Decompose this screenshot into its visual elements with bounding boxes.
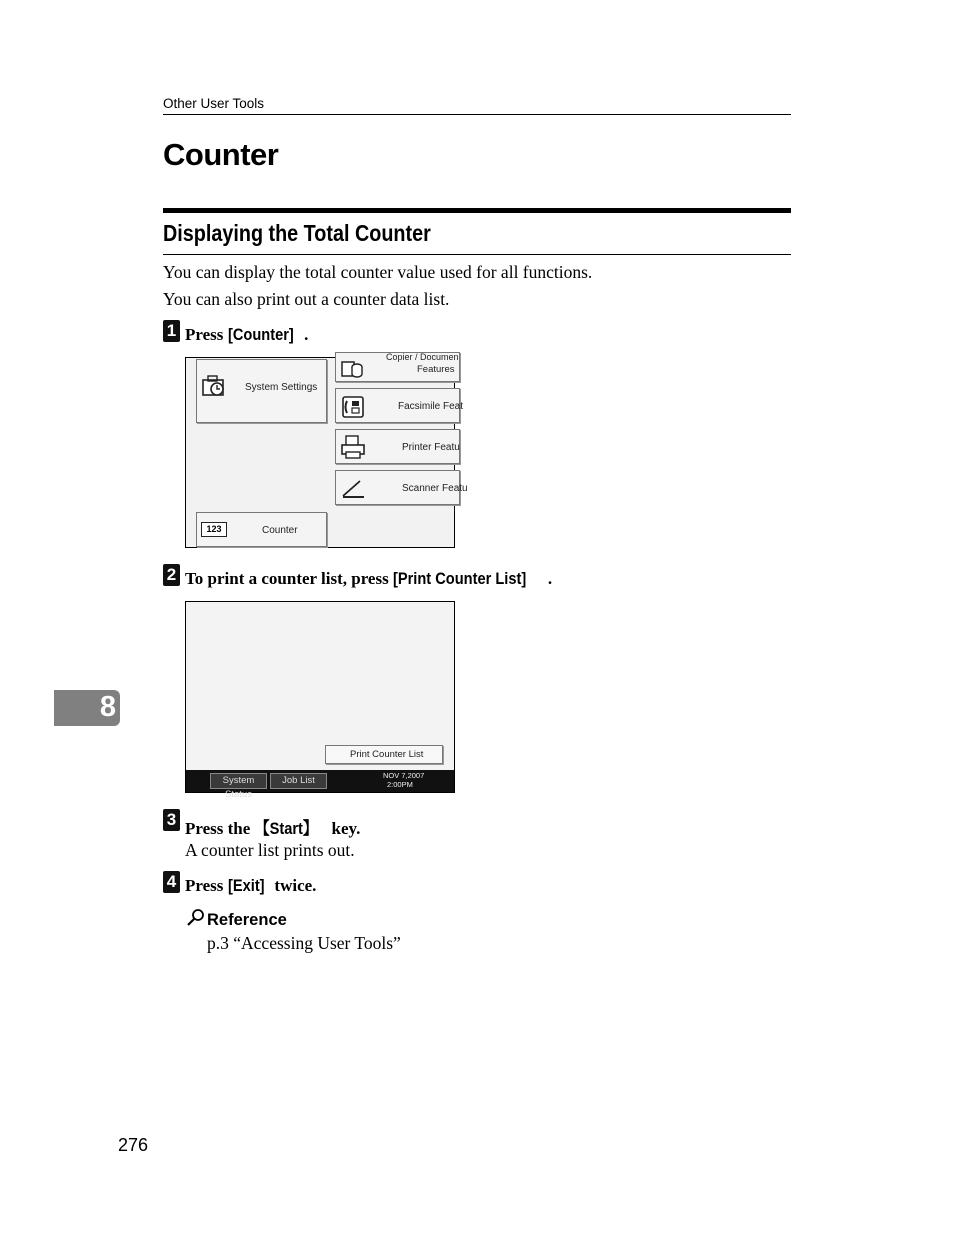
time-readout: 2:00PM: [387, 780, 413, 789]
system-settings-button[interactable]: [196, 359, 327, 423]
page-number: 276: [118, 1135, 149, 1155]
header-rule: [163, 114, 791, 115]
step-4-badge: 4: [163, 871, 180, 893]
step-3-note: A counter list prints out.: [185, 840, 355, 860]
status-bar: [186, 770, 454, 800]
copier-icon: [340, 359, 364, 379]
facsimile-features-button[interactable]: [335, 388, 464, 423]
step-3-key: 【Start】: [254, 819, 318, 838]
step-3-badge: 3: [163, 809, 180, 831]
scanner-icon: [340, 475, 366, 501]
step-2-key: [Print Counter List]: [392, 569, 527, 588]
toolbox-clock-icon: [201, 374, 227, 398]
facsimile-icon: [340, 395, 366, 419]
magnifier-icon: [186, 908, 206, 928]
running-header: Other User Tools: [163, 96, 265, 111]
printer-features-button[interactable]: [335, 429, 460, 464]
copier-label-line2: Features: [417, 364, 455, 375]
user-tools-screen: [185, 352, 468, 548]
date-readout: NOV 7,2007: [383, 771, 425, 780]
print-counter-list-button[interactable]: [325, 745, 443, 764]
system-status-button[interactable]: System Status: [210, 773, 267, 789]
step-2-text: To print a counter list, press [Print Counter List] .: [185, 569, 553, 588]
step-4-key: [Exit]: [227, 876, 265, 895]
facsimile-label: Facsimile Feat: [398, 401, 464, 412]
counter-screen: [185, 601, 455, 800]
step-4-text: Press [Exit] twice.: [185, 876, 317, 895]
step-1-key: [Counter]: [227, 325, 294, 344]
section-title: Displaying the Total Counter: [163, 220, 431, 246]
intro-text-1: You can display the total counter value used for all functions.: [163, 262, 593, 282]
section-bottom-rule: [163, 254, 791, 255]
step-2-badge: 2: [163, 564, 180, 586]
counter-icon: 123: [201, 522, 227, 537]
step-1-text: Press [Counter] .: [185, 325, 309, 344]
counter-label: Counter: [262, 525, 298, 536]
scanner-features-button[interactable]: [335, 470, 468, 505]
printer-icon: [340, 434, 366, 460]
chapter-tab: 8: [54, 690, 120, 726]
page-title: Counter: [163, 137, 279, 172]
copier-features-button[interactable]: [335, 352, 460, 382]
job-list-button[interactable]: Job List: [270, 773, 327, 789]
step-3-text: Press the 【Start】 key.: [185, 814, 360, 839]
reference-link[interactable]: p.3 “Accessing User Tools”: [207, 933, 401, 953]
system-settings-label: System Settings: [245, 382, 318, 393]
copier-label-line1: Copier / Documen: [386, 352, 459, 362]
counter-button[interactable]: [196, 512, 327, 547]
step-1-badge: 1: [163, 320, 180, 342]
scanner-label: Scanner Featu: [402, 483, 468, 494]
section-top-rule: [163, 208, 791, 213]
intro-text-2: You can also print out a counter data list.: [163, 289, 450, 309]
reference-label: Reference: [207, 911, 287, 929]
print-counter-list-label: Print Counter List: [350, 749, 424, 760]
printer-label: Printer Featu: [402, 442, 460, 453]
